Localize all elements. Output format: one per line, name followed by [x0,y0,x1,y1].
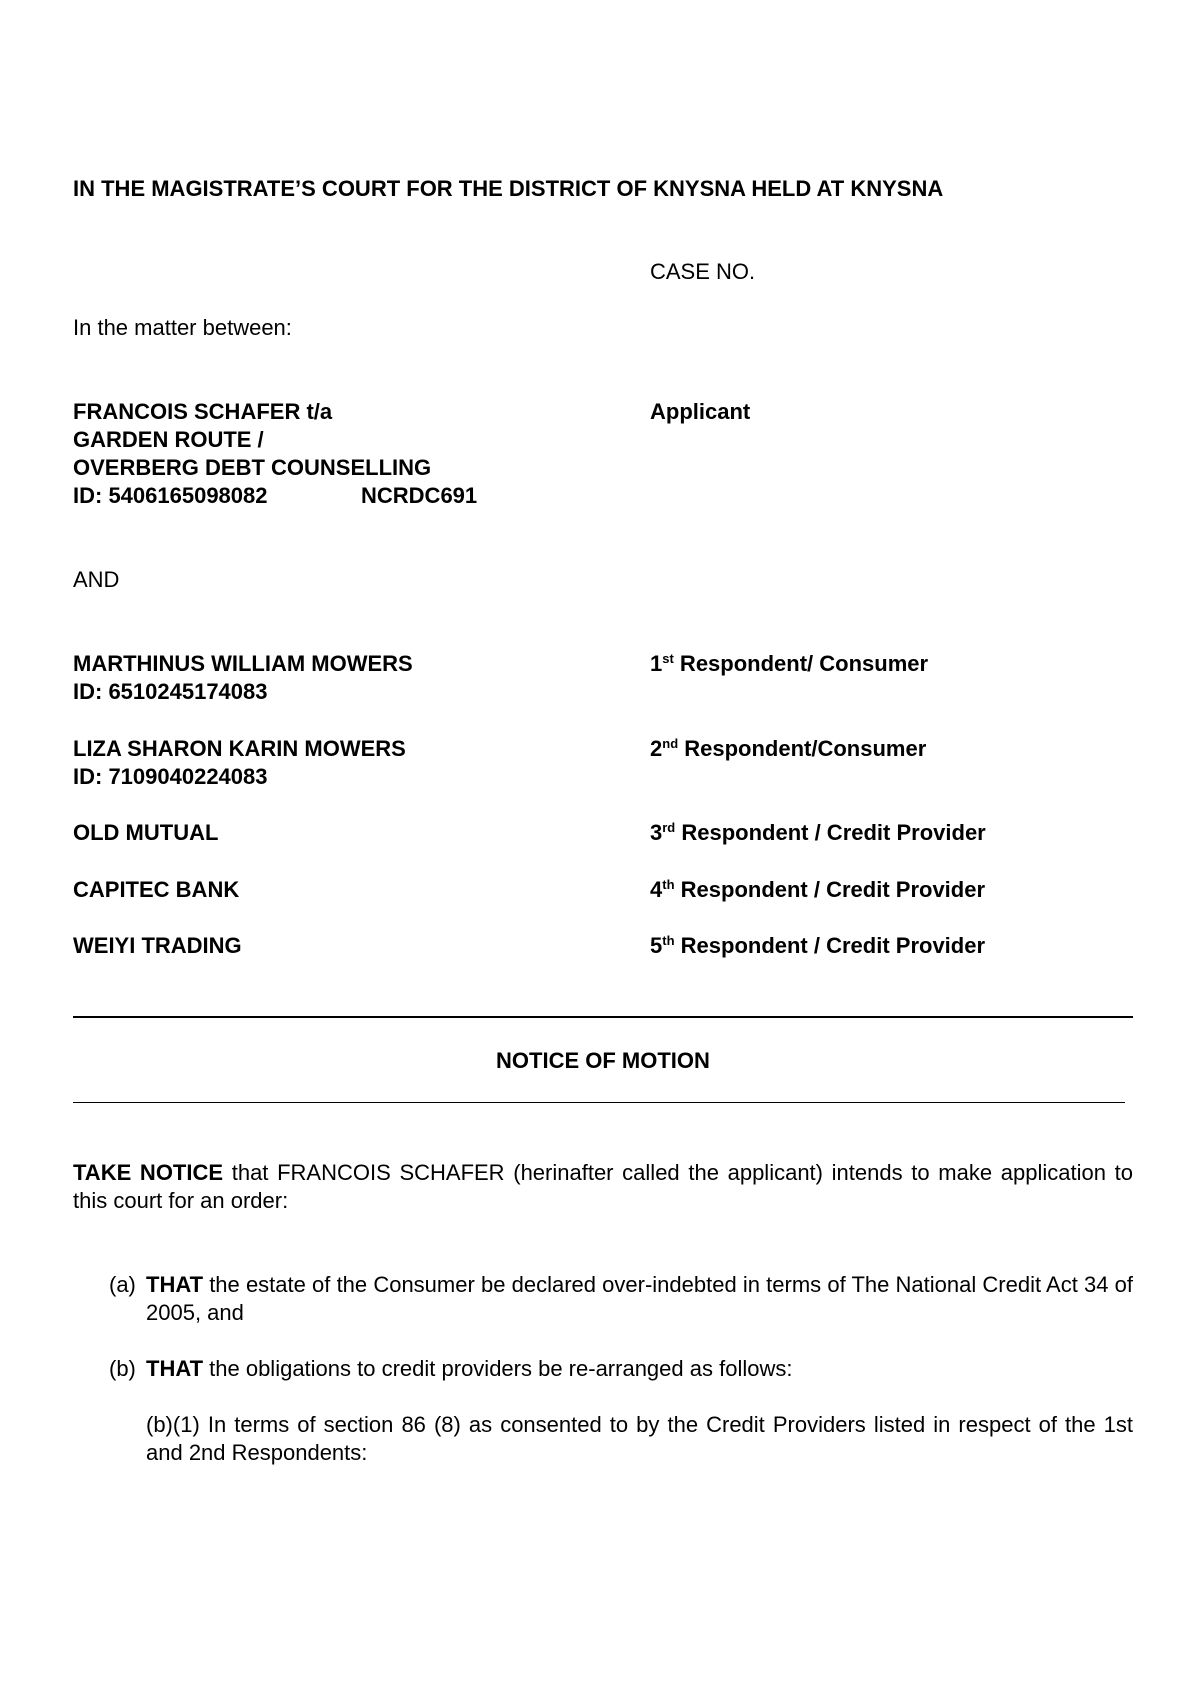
respondent-4-role-text: Respondent / Credit Provider [674,877,986,902]
respondent-1-ordinal: 1 [650,651,663,676]
respondent-2-ordinal-suffix: nd [662,736,679,751]
court-heading: IN THE MAGISTRATE’S COURT FOR THE DISTRICT OF KNYSNA HELD AT KNYSNA [73,176,944,201]
respondent-3-role-text: Respondent / Credit Provider [675,820,986,845]
order-a-text [146,1271,1133,1327]
respondent-4-role [650,876,985,904]
applicant-name-line3: OVERBERG DEBT COUNSELLING [73,455,432,480]
order-a-body: the estate of the Consumer be declared over-indebted in terms of The National Credit Act 34 of 2005, and [146,1272,1133,1325]
respondent-3-role [650,819,986,847]
respondent-5-role [650,932,985,960]
respondent-2-name: LIZA SHARON KARIN MOWERS [73,736,406,761]
respondent-5-ordinal-suffix: th [662,933,675,948]
applicant-name-line2: GARDEN ROUTE / [73,427,264,452]
respondent-4-ordinal: 4 [650,877,663,902]
respondent-3-ordinal: 3 [650,820,663,845]
respondent-3-ordinal-suffix: rd [662,820,676,835]
take-notice-paragraph [73,1159,1133,1215]
respondent-5-role-text: Respondent / Credit Provider [674,933,986,958]
applicant-ncr-number: NCRDC691 [361,483,478,508]
respondent-1-role [650,650,928,678]
respondent-5-ordinal: 5 [650,933,663,958]
respondent-2-ordinal: 2 [650,736,663,761]
order-b-lead: THAT [146,1356,204,1381]
respondent-4-ordinal-suffix: th [662,877,675,892]
notice-title: NOTICE OF MOTION [496,1048,710,1073]
applicant-name-line1: FRANCOIS SCHAFER t/a [73,399,333,424]
respondent-2-id: ID: 7109040224083 [73,764,268,789]
respondent-1-name: MARTHINUS WILLIAM MOWERS [73,651,413,676]
respondent-1-id: ID: 6510245174083 [73,679,268,704]
order-b-marker: (b) [109,1356,136,1381]
case-number-label: CASE NO. [650,259,756,284]
respondent-5-name: WEIYI TRADING [73,933,242,958]
matter-between-label: In the matter between: [73,315,292,340]
order-b-body: the obligations to credit providers be re-arranged as follows: [203,1356,793,1381]
take-notice-lead: TAKE NOTICE [73,1160,224,1185]
sub-order-b1: (b)(1) In terms of section 86 (8) as consented to by the Credit Providers listed in respect of the 1st and 2nd Respondents: [146,1412,1133,1465]
order-a-marker: (a) [109,1272,136,1297]
and-label: AND [73,567,120,592]
respondent-4-name: CAPITEC BANK [73,877,240,902]
top-divider [73,1016,1133,1018]
order-b-text [146,1355,1133,1383]
order-a-lead: THAT [146,1272,204,1297]
applicant-role: Applicant [650,399,751,424]
bottom-divider [73,1102,1125,1103]
respondent-3-name: OLD MUTUAL [73,820,219,845]
take-notice-text: that FRANCOIS SCHAFER (herinafter called the applicant) intends to make application to this court for an order: [73,1160,1133,1213]
respondent-2-role-text: Respondent/Consumer [678,736,927,761]
respondent-2-role [650,735,926,763]
respondent-1-role-text: Respondent/ Consumer [673,651,929,676]
respondent-1-ordinal-suffix: st [662,651,674,666]
applicant-id: ID: 5406165098082 [73,483,268,508]
